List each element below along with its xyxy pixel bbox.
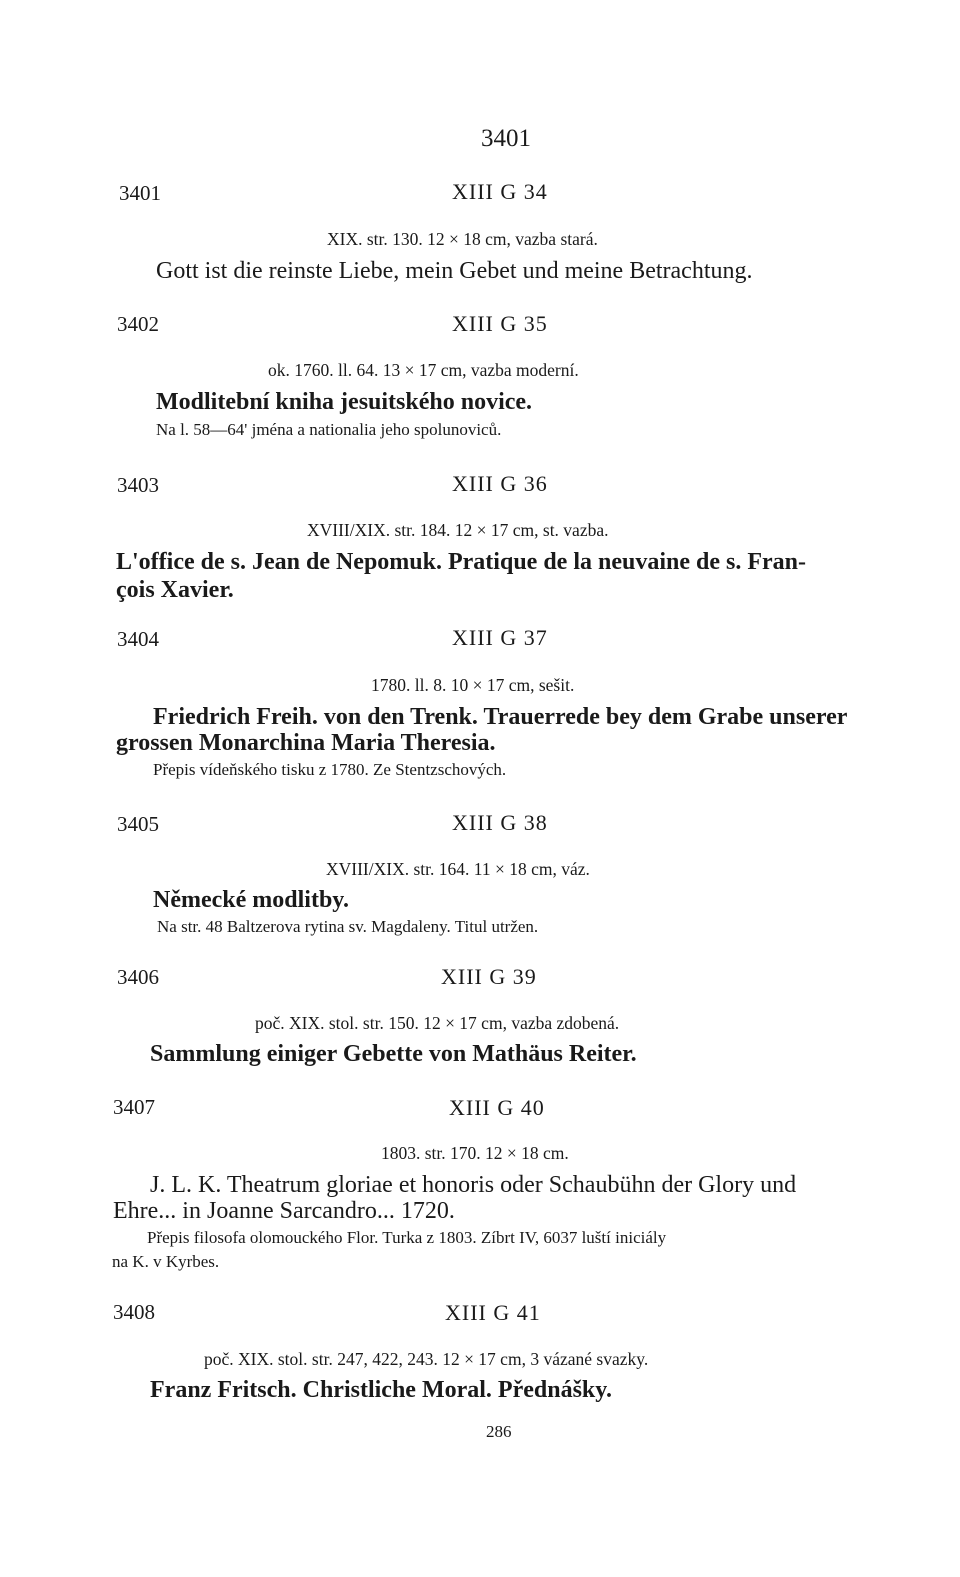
shelf-signature: XIII G 41 bbox=[445, 1300, 541, 1325]
entry-title: Friedrich Freih. von den Trenk. Trauerrede bey dem Grabe unserer bbox=[153, 704, 848, 730]
entry-title-continued: çois Xavier. bbox=[116, 577, 234, 603]
entry-title: Modlitební kniha jesuitského novice. bbox=[156, 389, 533, 415]
entry-number: 3402 bbox=[117, 312, 159, 336]
entry-title: Německé modlitby. bbox=[153, 887, 349, 913]
entry-title-continued: grossen Monarchina Maria Theresia. bbox=[116, 730, 496, 756]
shelf-signature: XIII G 38 bbox=[452, 810, 548, 835]
entry-title: L'office de s. Jean de Nepomuk. Pratique de la neuvaine de s. Fran- bbox=[116, 549, 806, 575]
entry-number: 3405 bbox=[117, 812, 159, 836]
entry-title: Franz Fritsch. Christliche Moral. Přednášky. bbox=[150, 1377, 612, 1403]
entry-number: 3403 bbox=[117, 473, 159, 497]
physical-description: ok. 1760. ll. 64. 13 × 17 cm, vazba moderní. bbox=[268, 360, 579, 380]
entry-number: 3406 bbox=[117, 965, 159, 989]
entry-note: Přepis vídeňského tisku z 1780. Ze Stentzschových. bbox=[153, 760, 507, 779]
physical-description: XIX. str. 130. 12 × 18 cm, vazba stará. bbox=[327, 229, 598, 249]
physical-description: XVIII/XIX. str. 184. 12 × 17 cm, st. vazba. bbox=[307, 520, 609, 540]
shelf-signature: XIII G 40 bbox=[449, 1095, 545, 1120]
entry-title: Gott ist die reinste Liebe, mein Gebet und meine Betrachtung. bbox=[156, 258, 753, 284]
entry-note-continued: na K. v Kyrbes. bbox=[112, 1252, 220, 1271]
entry-note: Na l. 58—64' jména a nationalia jeho spolunoviců. bbox=[156, 420, 502, 439]
entry-number: 3404 bbox=[117, 627, 159, 651]
shelf-signature: XIII G 39 bbox=[441, 964, 537, 989]
entry-title-continued: Ehre... in Joanne Sarcandro... 1720. bbox=[113, 1198, 455, 1224]
entry-number: 3401 bbox=[119, 181, 161, 205]
physical-description: 1780. ll. 8. 10 × 17 cm, sešit. bbox=[371, 675, 575, 695]
physical-description: 1803. str. 170. 12 × 18 cm. bbox=[381, 1143, 569, 1163]
entry-note: Přepis filosofa olomouckého Flor. Turka z 1803. Zíbrt IV, 6037 luští iniciály bbox=[147, 1228, 667, 1247]
entry-number: 3407 bbox=[113, 1095, 155, 1119]
shelf-signature: XIII G 35 bbox=[452, 311, 548, 336]
entry-number: 3408 bbox=[113, 1300, 155, 1324]
shelf-signature: XIII G 34 bbox=[452, 179, 548, 204]
entry-title: Sammlung einiger Gebette von Mathäus Reiter. bbox=[150, 1041, 637, 1067]
entry-note: Na str. 48 Baltzerova rytina sv. Magdaleny. Titul utržen. bbox=[157, 917, 539, 936]
shelf-signature: XIII G 37 bbox=[452, 625, 548, 650]
physical-description: poč. XIX. stol. str. 247, 422, 243. 12 × 17 cm, 3 vázané svazky. bbox=[204, 1349, 649, 1369]
shelf-signature: XIII G 36 bbox=[452, 471, 548, 496]
physical-description: XVIII/XIX. str. 164. 11 × 18 cm, váz. bbox=[326, 859, 590, 879]
physical-description: poč. XIX. stol. str. 150. 12 × 17 cm, vazba zdobená. bbox=[255, 1013, 620, 1033]
running-head: 3401 bbox=[481, 125, 531, 152]
entry-title: J. L. K. Theatrum gloriae et honoris oder Schaubühn der Glory und bbox=[150, 1172, 797, 1198]
page-number: 286 bbox=[486, 1422, 512, 1441]
